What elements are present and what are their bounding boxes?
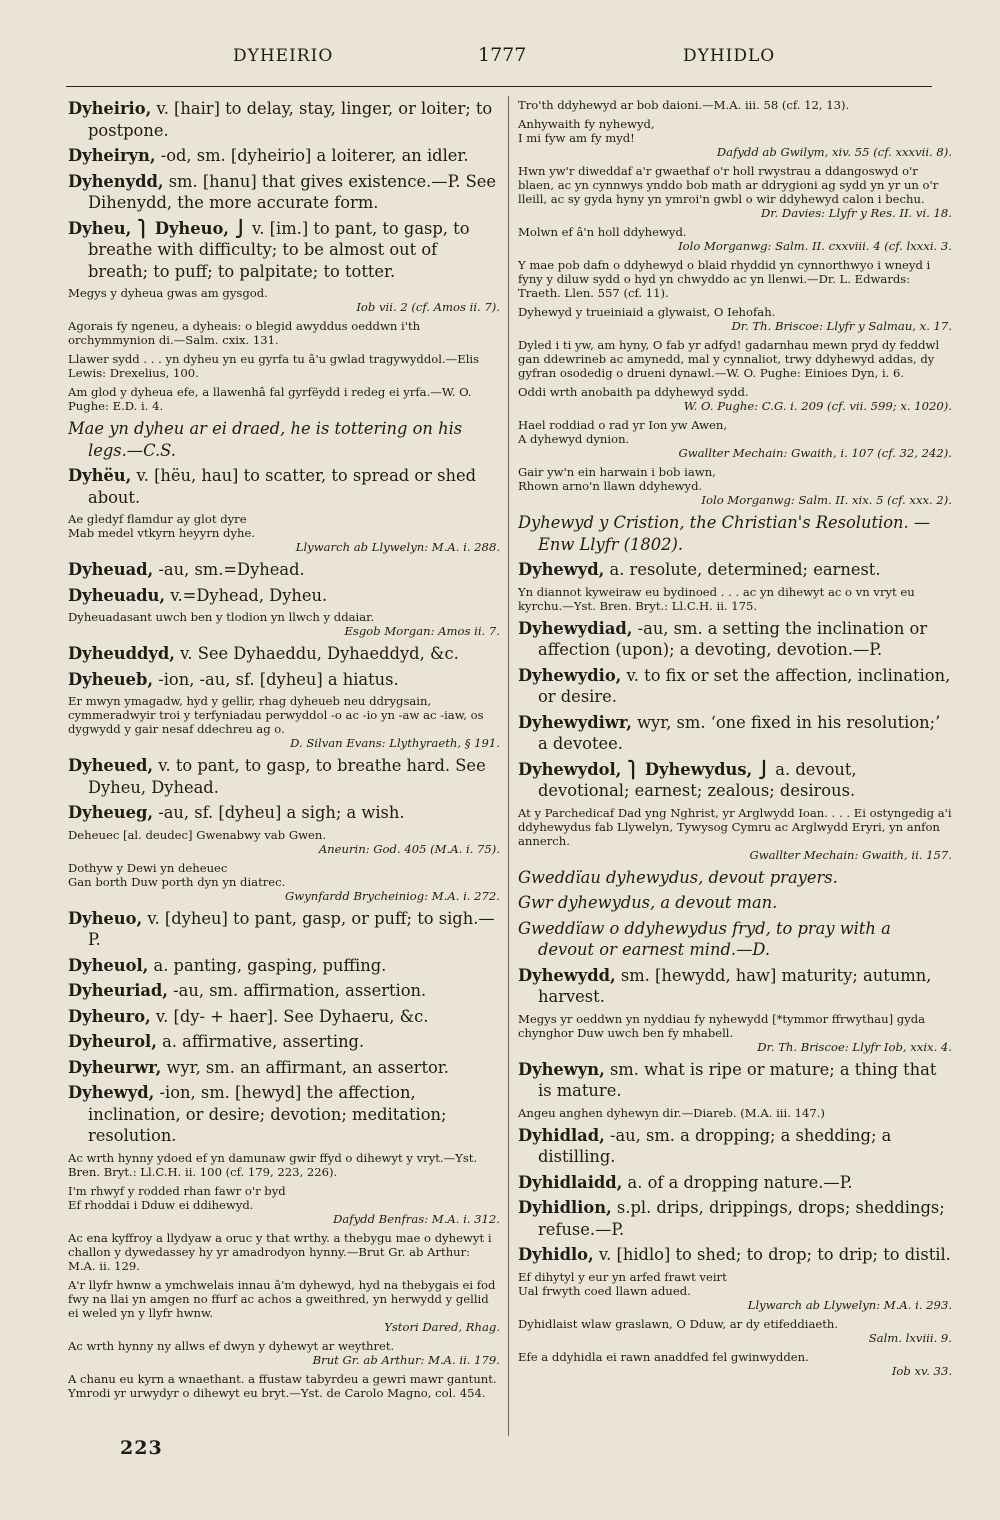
definition: -au, sm. a dropping; a shedding; a distilling. <box>538 1125 892 1166</box>
definition: wyr, sm. an affirmant, an assertor. <box>161 1057 449 1077</box>
headword: Dyheuadu, <box>68 585 166 605</box>
headword: Dyheurwr, <box>68 1057 162 1077</box>
dictionary-entry <box>68 908 500 951</box>
citation <box>518 258 952 300</box>
right-column <box>518 98 952 1468</box>
citation-line: Llawer sydd . . . yn dyheu yn eu gyrfa tu â'u gwlad tragywyddol.—Elis Lewis: Drexelius, 100. <box>68 352 480 380</box>
citation-line: Dyled i ti yw, am hyny, O fab yr adfyd! gadarnhau mewn pryd dy feddwl gan ddewrineb ac amynedd, mal y cynnaliot, trwy ddyhewyd addas, dy gyfran osodedig o drueni dynawl.—W. O. Pughe: Einioes Dyn, i. 6. <box>518 338 940 380</box>
definition: -au, sm. a setting the inclination or affection (upon); a devoting, devotion.—P. <box>538 618 928 659</box>
citation-source: Iolo Morganwg: Salm. II. xix. 5 (cf. xxx. 2). <box>701 493 952 507</box>
citation <box>518 225 952 253</box>
citation-line: Hwn yw'r diweddaf a'r gwaethaf o'r holl rwystrau a ddangoswyd o'r blaen, ac yn cynnwys ynddo bob math ar ddrygioni ag sydd yn yr un o'r lleill, ac sy gyda hyny yn ymroi'n gwbl o wir ddyhewyd calon i bechu. <box>518 164 939 206</box>
citation-line: Deheuec [al. deudec] Gwenabwy vab Gwen. <box>68 827 327 842</box>
citation-line: Agorais fy ngeneu, a dyheais: o blegid awyddus oeddwn i'th orchymmynion di.—Salm. cxix. 131. <box>68 319 421 347</box>
citation <box>518 1270 952 1312</box>
headword: Dyheu, ⎫ Dyheuo, ⎭ <box>68 218 247 238</box>
running-head-left: DYHEIRIO <box>233 46 334 66</box>
citation <box>68 512 500 554</box>
definition: -ion, -au, sf. [dyheu] a hiatus. <box>153 669 399 689</box>
citation-line: A chanu eu kyrn a wnaethant. a ffustaw tabyrdeu a gewri mawr gantunt. Ymrodi yr urwydyr o dihewyt eu bryt.—Yst. de Carolo Magno, col. 454. <box>68 1371 497 1400</box>
headword: Dyhenydd, <box>68 171 164 191</box>
citation <box>518 1317 952 1345</box>
citation-source: Llywarch ab Llywelyn: M.A. i. 293. <box>747 1297 952 1312</box>
definition: -au, sm. affirmation, assertion. <box>167 981 427 1000</box>
definition: a. resolute, determined; earnest. <box>604 560 881 579</box>
citation-line: I'm rhwyf y rodded rhan fawr o'r byd <box>68 1183 286 1198</box>
citation <box>518 1012 952 1054</box>
dictionary-entry <box>68 802 500 824</box>
usage-example: Gweddïaw o ddyhewydus fryd, to pray with a devout or earnest mind.—D. <box>518 918 891 959</box>
citation-line: Tro'th ddyhewyd ar bob daioni.—M.A. iii. 58 (cf. 12, 13). <box>518 98 850 112</box>
definition: a. devout, devotional; earnest; zealous; desirous. <box>538 759 857 800</box>
citation-line: Er mwyn ymagadw, hyd y gellir, rhag dyheueb neu ddrygsain, cymmeradwyir troi y terfyniadau perwyddol -o ac -io yn -aw ac -iaw, os dygwydd y gair nesaf ddechreu ag o. <box>68 694 484 736</box>
citation <box>518 305 952 333</box>
header-rule <box>66 86 932 87</box>
citation-line: Ual frwyth coed llawn adued. <box>518 1283 691 1298</box>
definition: -au, sf. [dyheu] a sigh; a wish. <box>153 803 405 822</box>
dictionary-entry <box>68 98 500 141</box>
citation-line: Dyheuadasant uwch ben y tlodion yn llwch y ddaiar. <box>68 610 375 624</box>
citation <box>68 610 500 638</box>
usage-example: Dyhewyd y Cristion, the Christian's Resolution. —Enw Llyfr (1802). <box>518 513 931 554</box>
headword: Dyhewydio, <box>518 665 622 685</box>
column-divider <box>508 96 509 1436</box>
citation <box>68 1184 500 1226</box>
definition: a. panting, gasping, puffing. <box>148 955 387 975</box>
citation-line: Efe a ddyhidla ei rawn anaddfed fel gwinwydden. <box>518 1349 809 1364</box>
dictionary-entry <box>68 1057 500 1079</box>
citation-source: D. Silvan Evans: Llythyraeth, § 191. <box>290 736 500 750</box>
page-number: 1777 <box>478 44 527 66</box>
dictionary-entry <box>68 145 500 167</box>
dictionary-entry <box>68 559 500 581</box>
citation-line: Dyhewyd y trueiniaid a glywaist, O Iehofah. <box>518 305 776 319</box>
definition: v. to fix or set the affection, inclination, or desire. <box>538 665 951 706</box>
citation-source: Salm. lxviii. 9. <box>868 1330 952 1345</box>
citation <box>68 319 500 347</box>
headword: Dyhewyd, <box>68 1083 155 1102</box>
dictionary-entry <box>518 1059 952 1102</box>
definition: v. [hair] to delay, stay, linger, or loiter; to postpone. <box>88 99 493 140</box>
dictionary-entry <box>518 1172 952 1194</box>
citation <box>68 828 500 856</box>
headword: Dyheueg, <box>68 803 154 822</box>
dictionary-entry <box>518 712 952 755</box>
definition: v. to pant, to gasp, to breathe hard. See Dyheu, Dyhead. <box>88 756 486 797</box>
citation <box>68 1151 500 1179</box>
citation-source: Dr. Th. Briscoe: Llyfr Iob, xxix. 4. <box>757 1039 952 1054</box>
citation-line: Dyhidlaist wlaw graslawn, O Dduw, ar dy etifeddiaeth. <box>518 1316 839 1331</box>
headword: Dyhidlad, <box>518 1125 605 1145</box>
definition: sm. what is ripe or mature; a thing that is mature. <box>538 1059 937 1100</box>
citation-source: Iob vii. 2 (cf. Amos ii. 7). <box>356 300 500 314</box>
dictionary-entry <box>68 980 500 1002</box>
definition: sm. [hanu] that gives existence.—P. See Dihenydd, the more accurate form. <box>88 171 497 212</box>
citation-line: Ac wrth hynny ydoed ef yn damunaw gwir ffyd o dihewyt y vryt.—Yst. Bren. Bryt.: Ll.C.H. ii. 100 (cf. 179, 223, 226). <box>68 1150 478 1179</box>
citation-source: Gwynfardd Brycheiniog: M.A. i. 272. <box>285 888 500 903</box>
definition: wyr, sm. ‘one fixed in his resolution;’ a devotee. <box>538 712 941 753</box>
citation-line: Oddi wrth anobaith pa ddyhewyd sydd. <box>518 385 749 399</box>
definition: s.pl. drips, drippings, drops; sheddings; refuse.—P. <box>538 1198 945 1239</box>
dictionary-entry <box>68 1031 500 1053</box>
dictionary-entry <box>68 218 500 283</box>
left-column <box>68 98 500 1468</box>
headword: Dyhëu, <box>68 466 132 485</box>
citation-line: Y mae pob dafn o ddyhewyd o blaid rhyddid yn cynnorthwyo i wneyd i fyny y diluw sydd o hyd yn chwyddo ac yn llenwi.—Dr. L. Edwards: Traeth. Llen. 557 (cf. 11). <box>518 258 931 300</box>
dictionary-entry <box>518 559 952 581</box>
headword: Dyheuad, <box>68 560 154 579</box>
headword: Dyheiryn, <box>68 146 156 165</box>
dictionary-entry <box>68 955 500 977</box>
citation-line: At y Parchedicaf Dad yng Nghrist, yr Arglwydd Ioan. . . . Ei ostyngedig a'i ddyhewydus fab Llywelyn, Tywysog Cymru ac Arglwydd Eryri, yn anfon annerch. <box>518 805 952 848</box>
definition: v. [hidlo] to shed; to drop; to drip; to distil. <box>593 1245 951 1264</box>
citation-line: Megys y dyheua gwas am gysgod. <box>68 286 268 300</box>
dictionary-entry <box>68 643 500 665</box>
citation <box>518 806 952 862</box>
definition: v. [hëu, hau] to scatter, to spread or shed about. <box>88 466 477 507</box>
citation-line: I mi fyw am fy myd! <box>518 131 635 145</box>
dictionary-entry <box>518 965 952 1008</box>
citation <box>518 385 952 413</box>
citation <box>68 861 500 903</box>
definition: v. [dyheu] to pant, gasp, or puff; to sigh.—P. <box>88 908 495 949</box>
citation-source: Brut Gr. ab Arthur: M.A. ii. 179. <box>312 1352 500 1367</box>
citation <box>68 385 500 413</box>
citation-line: Am glod y dyheua efe, a llawenhâ fal gyrfëydd i redeg ei yrfa.—W. O. Pughe: E.D. i. 4. <box>68 385 472 413</box>
headword: Dyheued, <box>68 756 154 775</box>
citation-source: W. O. Pughe: C.G. i. 209 (cf. vii. 599; x. 1020). <box>683 399 952 413</box>
citation-line: Anhywaith fy nyhewyd, <box>518 117 655 131</box>
citation-line: Rhown arno'n llawn ddyhewyd. <box>518 479 703 493</box>
definition: -ion, sm. [hewyd] the affection, inclination, or desire; devotion; meditation; resolution. <box>88 1083 447 1145</box>
headword: Dyhidlion, <box>518 1198 612 1217</box>
citation <box>518 418 952 460</box>
citation-source: Ystori Dared, Rhag. <box>384 1319 500 1334</box>
citation-line: Molwn ef â'n holl ddyhewyd. <box>518 225 687 239</box>
citation-source: Dr. Davies: Llyfr y Res. II. vi. 18. <box>760 206 952 220</box>
definition: v. See Dyhaeddu, Dyhaeddyd, &c. <box>174 644 459 663</box>
dictionary-entry <box>68 465 500 508</box>
dictionary-entry <box>68 585 500 607</box>
citation <box>518 1350 952 1378</box>
dictionary-entry <box>518 618 952 661</box>
citation-line: Ac wrth hynny ny allws ef dwyn y dyhewyt ar weythret. <box>68 1338 395 1353</box>
headword: Dyhewydiwr, <box>518 712 632 732</box>
headword: Dyhidlaidd, <box>518 1172 623 1192</box>
citation-source: Iolo Morganwg: Salm. II. cxxviii. 4 (cf. lxxxi. 3. <box>678 239 952 253</box>
citation-line: Dothyw y Dewi yn deheuec <box>68 860 228 875</box>
usage-example: Mae yn dyheu ar ei draed, he is tottering on his legs.—C.S. <box>68 419 463 460</box>
citation <box>518 164 952 220</box>
citation-line: A dyhewyd dynion. <box>518 432 630 446</box>
citation <box>518 585 952 613</box>
headword: Dyheurol, <box>68 1032 157 1051</box>
dictionary-entry <box>68 1082 500 1147</box>
headword: Dyhewydiad, <box>518 618 633 638</box>
citation <box>68 694 500 750</box>
citation-source: Gwallter Mechain: Gwaith, ii. 157. <box>749 847 952 862</box>
dictionary-entry <box>518 665 952 708</box>
citation-line: A'r llyfr hwnw a ymchwelais innau â'm dyhewyd, hyd na thebygais ei fod fwy na llai yn amgen no ffurf ac achos a gweithred, yn herwydd y gellid ei weled yn y llyfr hwnw. <box>68 1277 496 1320</box>
signature-mark: 223 <box>120 1437 163 1459</box>
dictionary-entry <box>518 1197 952 1240</box>
citation-line: Ef dihytyl y eur yn arfed frawt veirt <box>518 1269 727 1284</box>
definition: sm. [hewydd, haw] maturity; autumn, harvest. <box>538 965 932 1006</box>
headword: Dyheuol, <box>68 955 149 975</box>
dictionary-entry <box>518 1125 952 1168</box>
citation-line: Megys yr oeddwn yn nyddiau fy nyhewydd [*tymmor ffrwythau] gyda chynghor Duw uwch ben fy mhabell. <box>518 1011 926 1040</box>
citation-line: Gair yw'n ein harwain i bob iawn, <box>518 465 716 479</box>
definition: v. [dy- + haer]. See Dyhaeru, &c. <box>150 1006 429 1026</box>
citation <box>68 1339 500 1367</box>
citation <box>518 465 952 507</box>
definition: a. affirmative, asserting. <box>156 1032 365 1051</box>
citation <box>68 1372 500 1400</box>
citation-line: Angeu anghen dyhewyn dir.—Diareb. (M.A. iii. 147.) <box>518 1105 825 1120</box>
headword: Dyheuriad, <box>68 981 168 1000</box>
citation-source: Esgob Morgan: Amos ii. 7. <box>344 624 500 638</box>
headword: Dyhewyd, <box>518 560 605 579</box>
headword: Dyhewyn, <box>518 1059 605 1079</box>
usage-example: Gwr dyhewydus, a devout man. <box>518 893 778 912</box>
citation-source: Gwallter Mechain: Gwaith, i. 107 (cf. 32, 242). <box>678 446 952 460</box>
definition: -au, sm.=Dyhead. <box>153 560 305 579</box>
citation <box>68 1231 500 1273</box>
definition: v. [im.] to pant, to gasp, to breathe with difficulty; to be almost out of breath; to puff; to palpitate; to totter. <box>88 218 470 281</box>
citation <box>68 352 500 380</box>
headword: Dyheuro, <box>68 1006 151 1026</box>
citation-line: Ef rhoddai i Dduw ei ddihewyd. <box>68 1197 254 1212</box>
running-head-right: DYHIDLO <box>683 46 776 66</box>
citation-source: Iob xv. 33. <box>891 1363 952 1378</box>
headword: Dyheuo, <box>68 908 143 928</box>
citation-source: Aneurin: God. 405 (M.A. i. 75). <box>318 841 500 856</box>
headword: Dyheueb, <box>68 669 154 689</box>
citation-source: Dr. Th. Briscoe: Llyfr y Salmau, x. 17. <box>731 319 952 333</box>
definition: -od, sm. [dyheirio] a loiterer, an idler. <box>155 146 469 165</box>
usage-example: Gweddïau dyhewydus, devout prayers. <box>518 867 838 887</box>
dictionary-entry <box>68 171 500 214</box>
dictionary-entry <box>518 1244 952 1266</box>
headword: Dyheuddyd, <box>68 644 175 663</box>
dictionary-entry <box>68 669 500 691</box>
headword: Dyhewydol, ⎫ Dyhewydus, ⎭ <box>518 759 771 779</box>
citation-source: Dafydd Benfras: M.A. i. 312. <box>333 1211 500 1226</box>
citation <box>68 286 500 314</box>
headword: Dyheirio, <box>68 99 152 118</box>
citation-source: Dafydd ab Gwilym, xiv. 55 (cf. xxxvii. 8). <box>716 145 952 159</box>
citation <box>518 98 952 112</box>
citation <box>68 1278 500 1334</box>
citation-line: Ac ena kyffroy a llydyaw a oruc y that wrthy. a thebygu mae o dyhewyt i challon y dywedassey hy yr amadrodyon hynny.—Brut Gr. ab Arthur: M.A. ii. 129. <box>68 1230 492 1273</box>
definition: a. of a dropping nature.—P. <box>622 1172 853 1192</box>
dictionary-entry <box>68 1006 500 1028</box>
citation-line: Ae gledyf flamdur ay glot dyre <box>68 512 247 526</box>
citation <box>518 1106 952 1120</box>
citation-line: Gan borth Duw porth dyn yn diatrec. <box>68 874 286 889</box>
citation-line: Hael roddiad o rad yr Ion yw Awen, <box>518 418 728 432</box>
definition: v.=Dyhead, Dyheu. <box>165 585 328 605</box>
citation <box>518 338 952 380</box>
dictionary-entry <box>518 759 952 802</box>
citation <box>518 117 952 159</box>
citation-line: Mab medel vtkyrn heyyrn dyhe. <box>68 526 256 540</box>
headword: Dyhewydd, <box>518 965 616 985</box>
headword: Dyhidlo, <box>518 1245 594 1264</box>
dictionary-entry <box>68 755 500 798</box>
citation-source: Llywarch ab Llywelyn: M.A. i. 288. <box>295 540 500 554</box>
citation-line: Yn diannot kyweiraw eu bydinoed . . . ac yn dihewyt ac o vn vryt eu kyrchu.—Yst. Bren. Bryt.: Ll.C.H. ii. 175. <box>518 584 915 613</box>
